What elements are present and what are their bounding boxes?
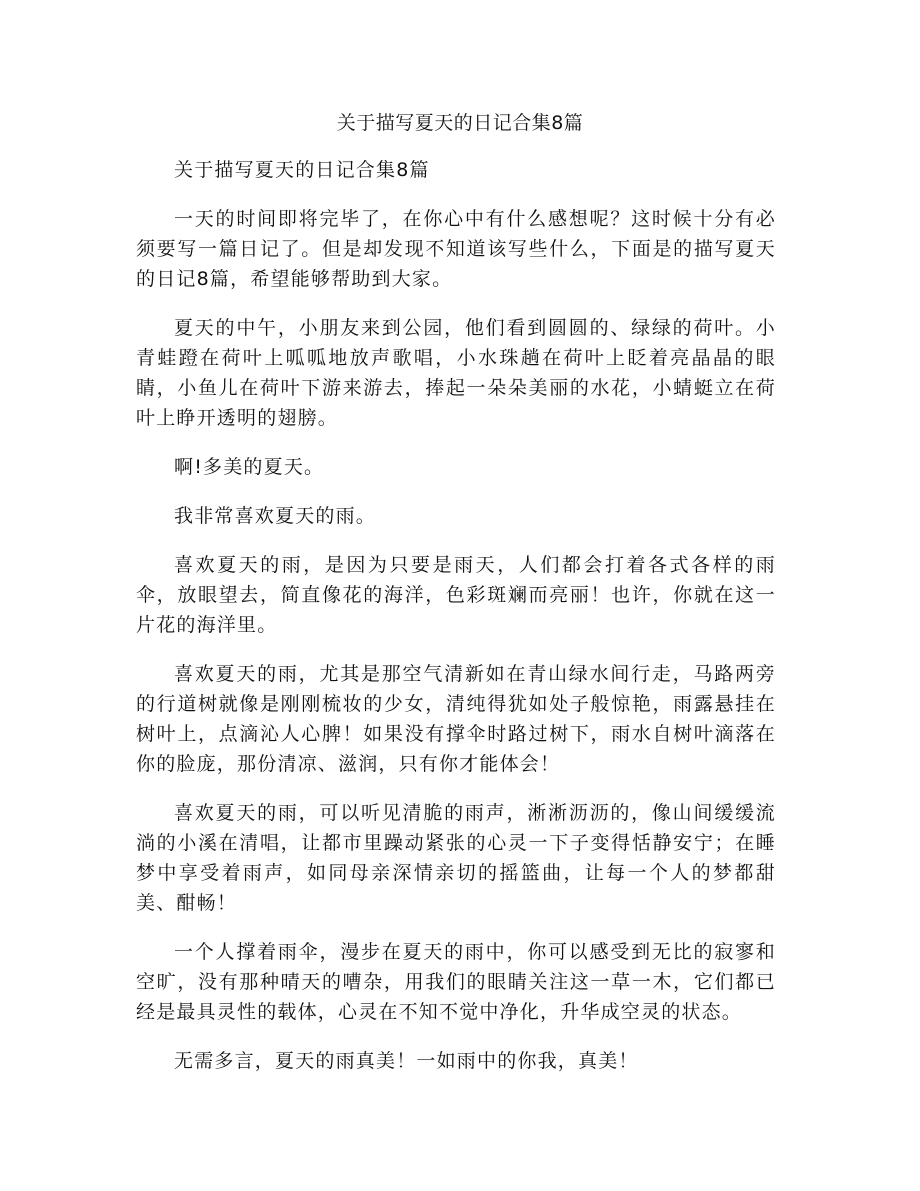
paragraph-subtitle: 关于描写夏天的日记合集8篇 [174,159,430,181]
document-title: 关于描写夏天的日记合集8篇 [336,112,584,134]
paragraph-fresh-air: 喜欢夏天的雨，尤其是那空气清新如在青山绿水间行走，马路两旁的行道树就像是刚刚梳妆的少女，清纯得犹如处子般惊艳，雨露悬挂在树叶上，点滴沁人心脾！如果没有撑伞时路过树下，雨水自树叶滴落在你的脸庞，那份清凉、滋润，只有你才能体会！ [136,663,776,775]
paragraph-lotus-noon: 夏天的中午，小朋友来到公园，他们看到圆圆的、绿绿的荷叶。小青蛙蹬在荷叶上呱呱地放声歌唱，小水珠趟在荷叶上眨着亮晶晶的眼睛，小鱼儿在荷叶下游来游去，捧起一朵朵美丽的水花，小蜻蜓立在荷叶上睁开透明的翅膀。 [136,317,776,429]
paragraph-exclamation: 啊!多美的夏天。 [174,456,325,478]
paragraph-umbrellas: 喜欢夏天的雨，是因为只要是雨天，人们都会打着各式各样的雨伞，放眼望去，简直像花的海洋，色彩斑斓而亮丽！也许，你就在这一片花的海洋里。 [136,554,776,636]
paragraph-closing: 无需多言，夏天的雨真美！一如雨中的你我，真美！ [174,1050,639,1072]
document-body [136,155,776,1095]
paragraph-rain-sound: 喜欢夏天的雨，可以听见清脆的雨声，淅淅沥沥的，像山间缓缓流淌的小溪在清唱，让都市里躁动紧张的心灵一下子变得恬静安宁；在睡梦中享受着雨声，如同母亲深情亲切的摇篮曲，让每一个人的梦都甜美、酣畅！ [136,802,776,914]
paragraph-love-rain: 我非常喜欢夏天的雨。 [174,505,377,527]
paragraph-intro: 一天的时间即将完毕了，在你心中有什么感想呢？这时候十分有必须要写一篇日记了。但是却发现不知道该写些什么，下面是的描写夏天的日记8篇，希望能够帮助到大家。 [136,208,776,290]
paragraph-walking-rain: 一个人撑着雨伞，漫步在夏天的雨中，你可以感受到无比的寂寥和空旷，没有那种晴天的嘈杂，用我们的眼睛关注这一草一木，它们都已经是最具灵性的载体，心灵在不知不觉中净化，升华成空灵的状态。 [136,941,776,1023]
